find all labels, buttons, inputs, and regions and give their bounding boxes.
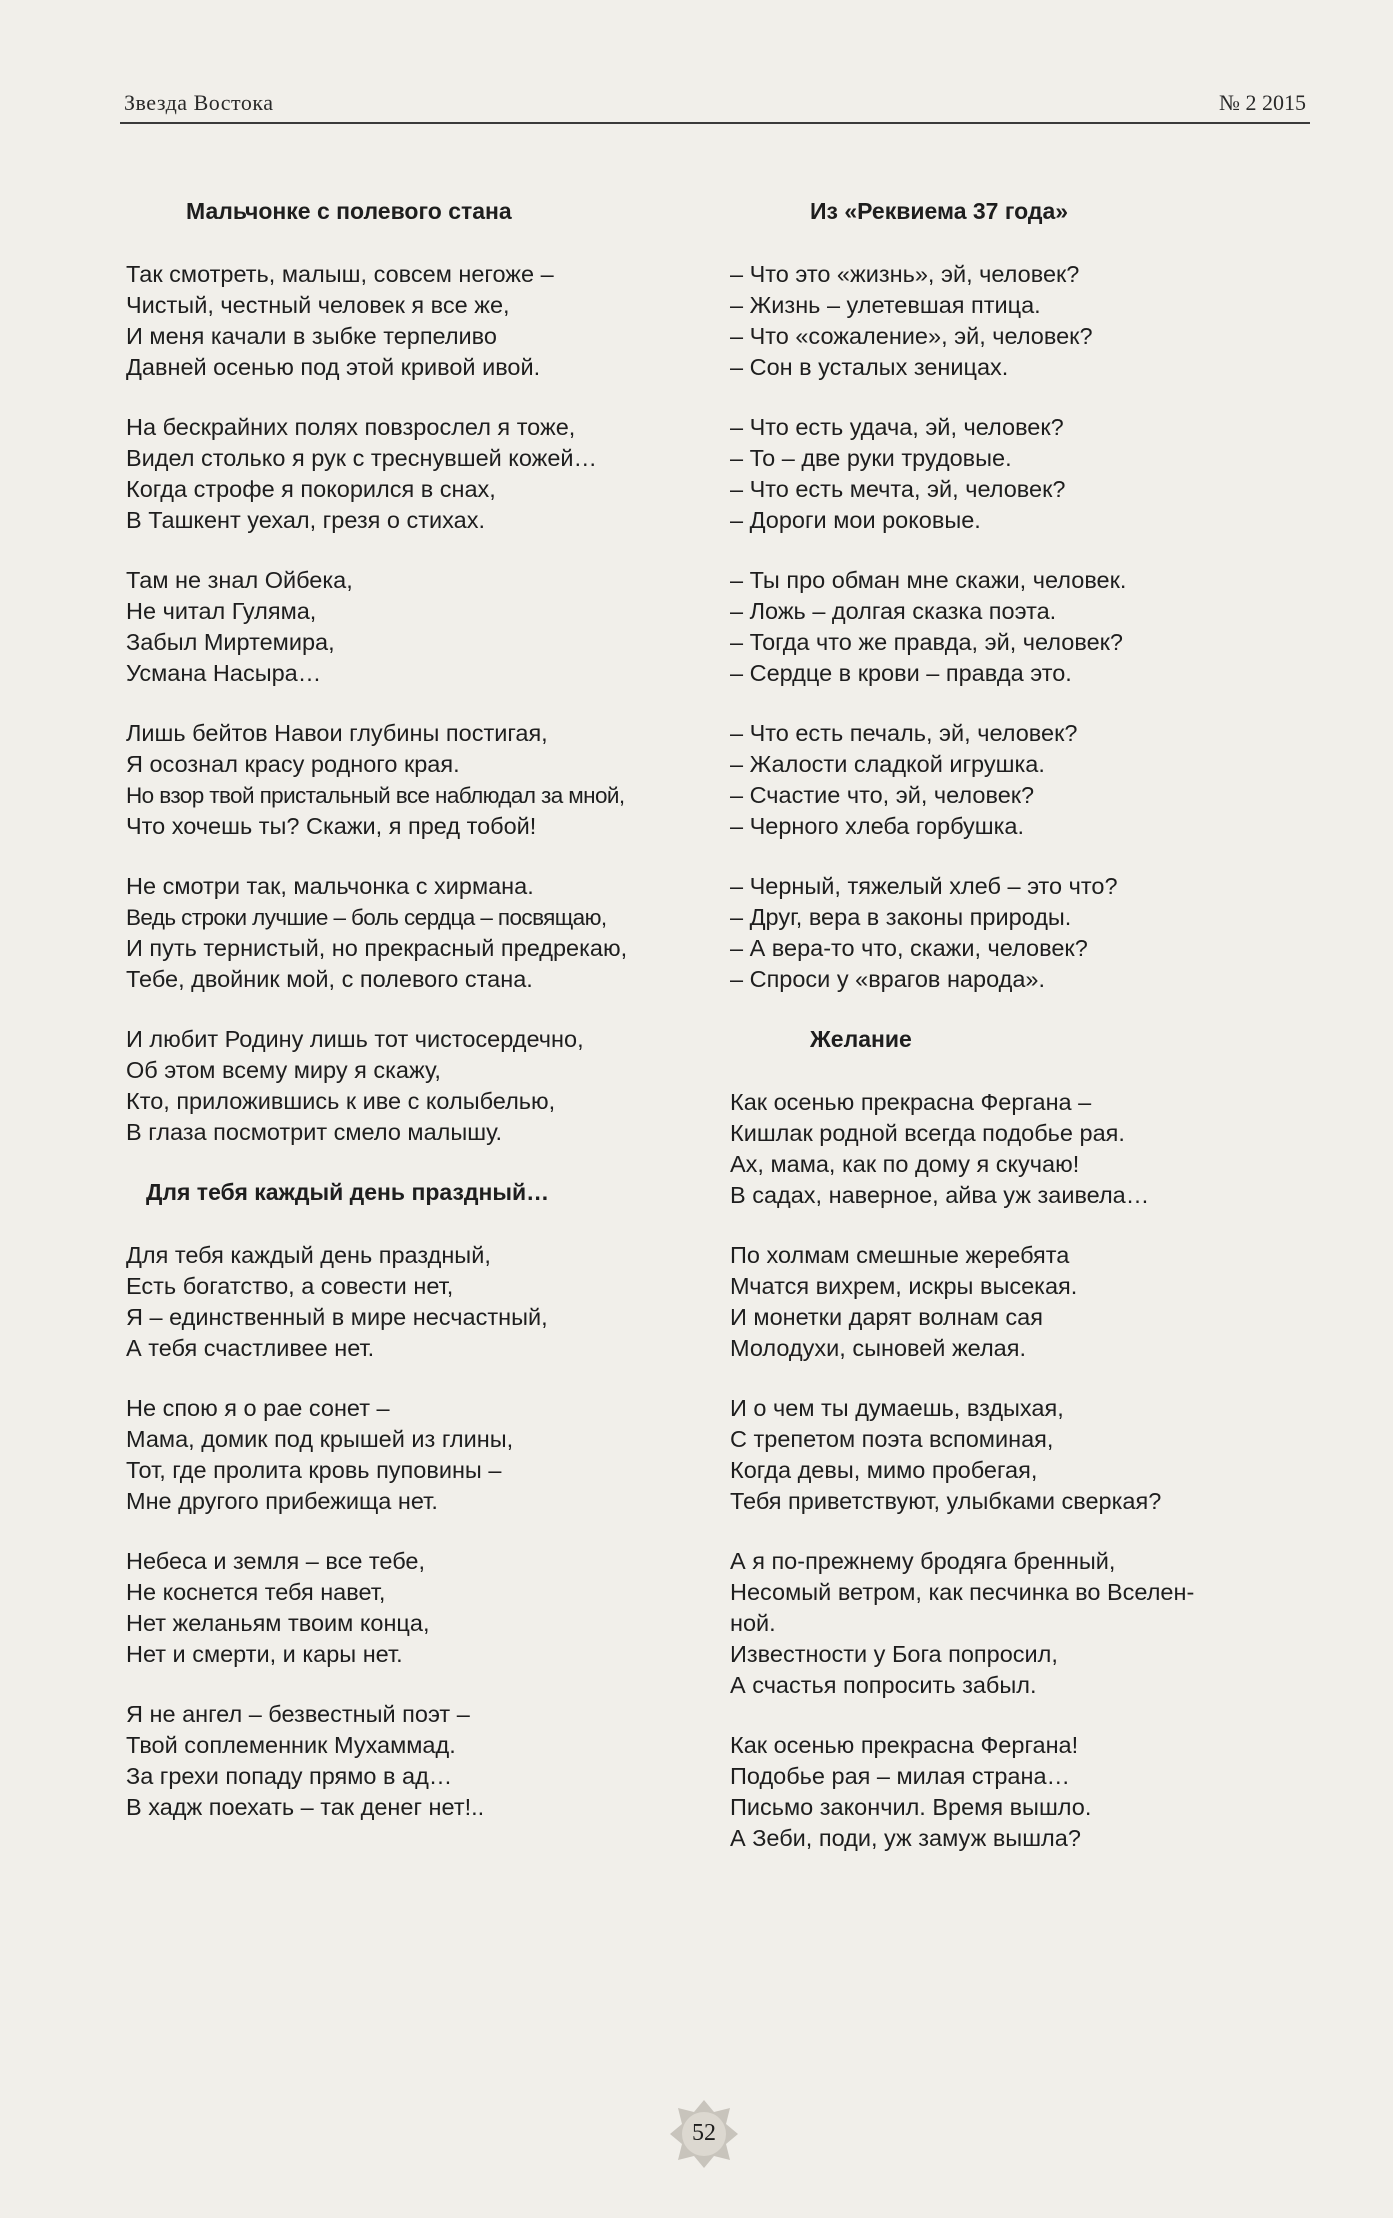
verse-line: Несомый ветром, как песчинка во Вселен- [730, 1579, 1195, 1605]
stanza [730, 1393, 1320, 1517]
verse-line: – Ложь – долгая сказка поэта. [730, 598, 1057, 624]
verse-line: Нет желаньям твоим конца, [126, 1610, 430, 1636]
poem-body [730, 1087, 1320, 1854]
verse-line: Когда девы, мимо пробегая, [730, 1457, 1038, 1483]
verse-line: Не читал Гуляма, [126, 598, 317, 624]
verse-line: ной. [730, 1610, 776, 1636]
verse-line: А тебя счастливее нет. [126, 1335, 375, 1361]
verse-line: – Что есть печаль, эй, человек? [730, 720, 1078, 746]
verse-line: Есть богатство, а совести нет, [126, 1273, 454, 1299]
stanza [730, 1087, 1320, 1211]
verse-line: Твой соплеменник Мухаммад. [126, 1732, 456, 1758]
verse-line: Кто, приложившись к иве с колыбелью, [126, 1088, 556, 1114]
poem-title: Желание [810, 1026, 912, 1052]
verse-line: – Жизнь – улетевшая птица. [730, 292, 1041, 318]
left-column [126, 196, 716, 1852]
verse-line: – Черный, тяжелый хлеб – это что? [730, 873, 1118, 899]
verse-line: – Тогда что же правда, эй, человек? [730, 629, 1123, 655]
verse-line: Что хочешь ты? Скажи, я пред тобой! [126, 813, 537, 839]
verse-line: – Дороги мои роковые. [730, 507, 981, 533]
verse-line: И любит Родину лишь тот чистосердечно, [126, 1026, 584, 1052]
stanza [126, 718, 716, 842]
stanza [126, 1393, 716, 1517]
poem-body [730, 259, 1320, 995]
verse-line: Лишь бейтов Навои глубины постигая, [126, 720, 548, 746]
stanza [730, 1730, 1320, 1854]
verse-line: Письмо закончил. Время вышло. [730, 1794, 1092, 1820]
stanza [730, 1546, 1320, 1701]
verse-line: Не смотри так, мальчонка с хирмана. [126, 873, 534, 899]
poem-body [126, 259, 716, 1148]
verse-line: Кишлак родной всегда подобье рая. [730, 1120, 1125, 1146]
verse-line: – Черного хлеба горбушка. [730, 813, 1025, 839]
verse-line: Ведь строки лучшие – боль сердца – посвящаю, [126, 905, 607, 930]
verse-line: Для тебя каждый день праздный, [126, 1242, 491, 1268]
verse-line: В глаза посмотрит смело малышу. [126, 1119, 503, 1145]
verse-line: С трепетом поэта вспоминая, [730, 1426, 1054, 1452]
stanza [730, 565, 1320, 689]
stanza [126, 412, 716, 536]
stanza [730, 259, 1320, 383]
stanza [730, 718, 1320, 842]
verse-line: Небеса и земля – все тебе, [126, 1548, 426, 1574]
verse-line: За грехи попаду прямо в ад… [126, 1763, 453, 1789]
stanza [730, 871, 1320, 995]
verse-line: Не спою я о рае сонет – [126, 1395, 390, 1421]
right-column [730, 196, 1320, 1883]
page-number: 52 [692, 2120, 716, 2146]
verse-line: Но взор твой пристальный все наблюдал за мной, [126, 783, 625, 808]
verse-line: Там не знал Ойбека, [126, 567, 353, 593]
stanza [126, 1546, 716, 1670]
verse-line: Я не ангел – безвестный поэт – [126, 1701, 470, 1727]
verse-line: – Что есть удача, эй, человек? [730, 414, 1064, 440]
stanza [126, 565, 716, 689]
running-header [120, 88, 1310, 124]
verse-line: В садах, наверное, айва уж заивела… [730, 1182, 1150, 1208]
stanza [126, 259, 716, 383]
verse-line: Усмана Насыра… [126, 660, 322, 686]
journal-title: Звезда Востока [124, 90, 274, 115]
verse-line: А счастья попросить забыл. [730, 1672, 1037, 1698]
verse-line: – То – две руки трудовые. [730, 445, 1012, 471]
verse-line: В Ташкент уехал, грезя о стихах. [126, 507, 485, 533]
verse-line: Подобье рая – милая страна… [730, 1763, 1071, 1789]
verse-line: – Счастие что, эй, человек? [730, 782, 1035, 808]
verse-line: Так смотреть, малыш, совсем негоже – [126, 261, 554, 287]
verse-line: По холмам смешные жеребята [730, 1242, 1070, 1268]
verse-line: Чистый, честный человек я все же, [126, 292, 510, 318]
verse-line: Я осознал красу родного края. [126, 751, 460, 777]
stanza [730, 1240, 1320, 1364]
poem-title: Мальчонке с полевого стана [186, 198, 512, 224]
verse-line: Как осенью прекрасна Фергана! [730, 1732, 1079, 1758]
verse-line: Я – единственный в мире несчастный, [126, 1304, 548, 1330]
verse-line: – Что «сожаление», эй, человек? [730, 323, 1093, 349]
verse-line: Об этом всему миру я скажу, [126, 1057, 441, 1083]
page-number-badge [670, 2100, 738, 2168]
poem-body [126, 1240, 716, 1823]
stanza [126, 1024, 716, 1148]
verse-line: Мама, домик под крышей из глины, [126, 1426, 514, 1452]
verse-line: – Друг, вера в законы природы. [730, 904, 1072, 930]
verse-line: Как осенью прекрасна Фергана – [730, 1089, 1092, 1115]
verse-line: Тебе, двойник мой, с полевого стана. [126, 966, 533, 992]
verse-line: Тебя приветствуют, улыбками сверкая? [730, 1488, 1162, 1514]
verse-line: Видел столько я рук с треснувшей кожей… [126, 445, 598, 471]
verse-line: – Что это «жизнь», эй, человек? [730, 261, 1080, 287]
verse-line: Известности у Бога попросил, [730, 1641, 1058, 1667]
verse-line: Нет и смерти, и кары нет. [126, 1641, 403, 1667]
verse-line: В хадж поехать – так денег нет!.. [126, 1794, 485, 1820]
stanza [126, 1240, 716, 1364]
stanza [126, 1699, 716, 1823]
verse-line: Ах, мама, как по дому я скучаю! [730, 1151, 1080, 1177]
stanza [126, 871, 716, 995]
verse-line: Молодухи, сыновей желая. [730, 1335, 1026, 1361]
verse-line: И о чем ты думаешь, вздыхая, [730, 1395, 1064, 1421]
verse-line: – Ты про обман мне скажи, человек. [730, 567, 1127, 593]
verse-line: Не коснется тебя навет, [126, 1579, 386, 1605]
issue-number: № 2 2015 [1219, 90, 1306, 115]
verse-line: – А вера-то что, скажи, человек? [730, 935, 1088, 961]
verse-line: И путь тернистый, но прекрасный предрекаю, [126, 935, 628, 961]
verse-line: – Сон в усталых зеницах. [730, 354, 1009, 380]
verse-line: А я по-прежнему бродяга бренный, [730, 1548, 1116, 1574]
verse-line: – Что есть мечта, эй, человек? [730, 476, 1066, 502]
stanza [730, 412, 1320, 536]
verse-line: На бескрайних полях повзрослел я тоже, [126, 414, 576, 440]
verse-line: Мчатся вихрем, искры высекая. [730, 1273, 1078, 1299]
verse-line: Забыл Миртемира, [126, 629, 335, 655]
poem-title: Для тебя каждый день праздный… [146, 1179, 550, 1205]
verse-line: – Спроси у «врагов народа». [730, 966, 1046, 992]
verse-line: А Зеби, поди, уж замуж вышла? [730, 1825, 1081, 1851]
verse-line: – Сердце в крови – правда это. [730, 660, 1072, 686]
verse-line: Тот, где пролита кровь пуповины – [126, 1457, 502, 1483]
poem-title: Из «Реквиема 37 года» [810, 198, 1069, 224]
verse-line: – Жалости сладкой игрушка. [730, 751, 1045, 777]
verse-line: И меня качали в зыбке терпеливо [126, 323, 497, 349]
verse-line: Мне другого прибежища нет. [126, 1488, 438, 1514]
verse-line: Давней осенью под этой кривой ивой. [126, 354, 541, 380]
verse-line: И монетки дарят волнам сая [730, 1304, 1043, 1330]
verse-line: Когда строфе я покорился в снах, [126, 476, 496, 502]
